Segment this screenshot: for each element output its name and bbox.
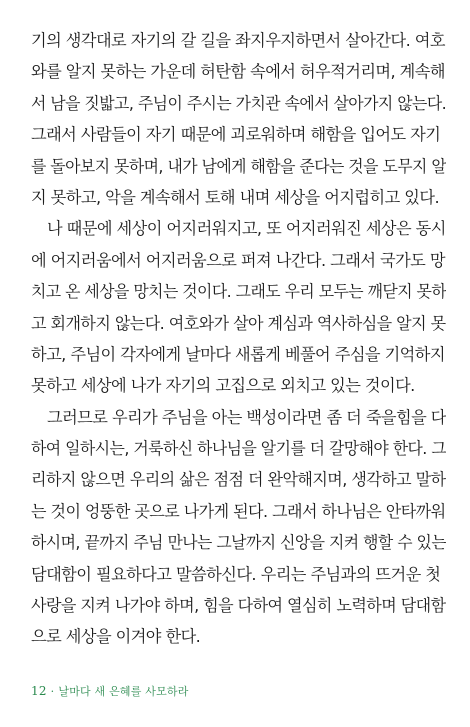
text-line: 서 남을 짓밟고, 주님이 주시는 가치관 속에서 살아가지 않는다.	[31, 93, 446, 113]
page-number: 12	[31, 684, 47, 698]
text-line: 하시며, 끝까지 주님 만나는 그날까지 신앙을 지켜 행할 수 있는	[31, 533, 446, 553]
text-line: 를 돌아보지 못하며, 내가 남에게 해함을 준다는 것을 도무지 알	[31, 156, 446, 176]
text-line: 으로 세상을 이겨야 한다.	[31, 627, 201, 647]
text-line: 리하지 않으면 우리의 삶은 점점 더 완악해지며, 생각하고 말하	[31, 470, 446, 490]
text-line: 는 것이 엉뚱한 곳으로 나가게 된다. 그래서 하나님은 안타까워	[31, 501, 446, 521]
text-line: 지 못하고, 악을 계속해서 토해 내며 세상을 어지럽히고 있다.	[31, 187, 440, 207]
text-line: 에 어지러움에서 어지러움으로 퍼져 나간다. 그래서 국가도 망	[31, 250, 445, 270]
text-line: 못하고 세상에 나가 자기의 고집으로 외치고 있는 것이다.	[31, 376, 415, 396]
page-footer	[31, 683, 189, 699]
text-line: 그러므로 우리가 주님을 아는 백성이라면 좀 더 죽을힘을 다	[47, 407, 446, 427]
text-line: 치고 온 세상을 망치는 것이다. 그래도 우리 모두는 깨닫지 못하	[31, 282, 446, 302]
footer-separator: ·	[50, 685, 55, 698]
body-text	[31, 25, 446, 653]
text-line: 기의 생각대로 자기의 갈 길을 좌지우지하면서 살아간다. 여호	[31, 31, 445, 50]
book-title: 날마다 새 은혜를 사모하라	[58, 685, 189, 698]
text-line: 하고, 주님이 각자에게 날마다 새롭게 베풀어 주심을 기억하지	[31, 344, 445, 364]
text-line: 나 때문에 세상이 어지러워지고, 또 어지러워진 세상은 동시	[47, 219, 446, 239]
text-line: 와를 알지 못하는 가운데 허탄함 속에서 허우적거리며, 계속해	[31, 62, 445, 82]
text-line: 고 회개하지 않는다. 여호와가 살아 계심과 역사하심을 알지 못	[31, 313, 446, 333]
text-line: 그래서 사람들이 자기 때문에 괴로워하며 해함을 입어도 자기	[31, 125, 441, 145]
text-line: 담대함이 필요하다고 말씀하신다. 우리는 주님과의 뜨거운 첫	[31, 564, 441, 584]
text-line: 하여 일하시는, 거룩하신 하나님을 알기를 더 갈망해야 한다. 그	[31, 439, 446, 459]
text-line: 사랑을 지켜 나가야 하며, 힘을 다하여 열심히 노력하며 담대함	[31, 596, 446, 616]
